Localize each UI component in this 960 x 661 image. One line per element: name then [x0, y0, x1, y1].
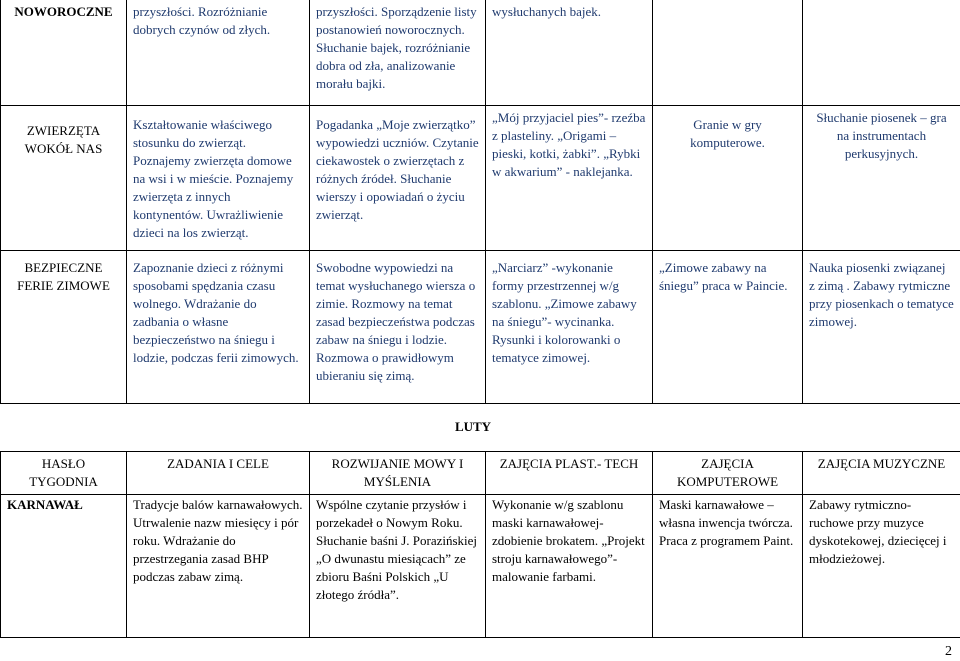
activity-table-february	[0, 451, 960, 638]
goals-cell: przyszłości. Rozróżnianie dobrych czynów od złych.	[127, 0, 310, 106]
column-header: ZAJĘCIA KOMPUTEROWE	[653, 452, 803, 495]
art-cell: „Narciarz” -wykonanie formy przestrzennej w/g szablonu. „Zimowe zabawy na śniegu”- wycinanka. Rysunki i kolorowanki o tematyce zimowej.	[486, 251, 653, 404]
column-header: HASŁO TYGODNIA	[1, 452, 127, 495]
goals-cell: Tradycje balów karnawałowych. Utrwalenie nazw miesięcy i pór roku. Wdrażanie do przestrzegania zasad BHP podczas zabaw zimą.	[127, 495, 310, 638]
page-number: 2	[945, 644, 952, 659]
column-header: ZAJĘCIA MUZYCZNE	[803, 452, 960, 495]
column-header: ZAJĘCIA PLAST.- TECH	[486, 452, 653, 495]
row-theme: ZWIERZĘTA WOKÓŁ NAS	[1, 106, 127, 251]
art-cell: „Mój przyjaciel pies”- rzeźba z plasteliny. „Origami – pieski, kotki, żabki”. „Rybki w akwarium” - naklejanka.	[486, 106, 653, 251]
speech-cell: Swobodne wypowiedzi na temat wysłuchanego wiersza o zimie. Rozmowy na temat zasad bezpieczeństwa podczas zabaw na śniegu i lodzie. Rozmowa o prawidłowym ubieraniu się zimą.	[310, 251, 486, 404]
goals-cell: Zapoznanie dzieci z różnymi sposobami spędzania czasu wolnego. Wdrażanie do zadbania o własne bezpieczeństwo na śniegu i lodzie, podczas ferii zimowych.	[127, 251, 310, 404]
music-cell: Słuchanie piosenek – gra na instrumentach perkusyjnych.	[803, 106, 960, 251]
column-header: ZADANIA I CELE	[127, 452, 310, 495]
row-theme: BEZPIECZNE FERIE ZIMOWE	[1, 251, 127, 404]
music-cell: Nauka piosenki związanej z zimą . Zabawy rytmiczne przy piosenkach o tematyce zimowej.	[803, 251, 960, 404]
speech-cell: Wspólne czytanie przysłów i porzekadeł o Nowym Roku. Słuchanie baśni J. Porazińskiej „O dwunastu miesiącach” ze zbioru Baśni Polskich „U złotego źródła”.	[310, 495, 486, 638]
header-row	[1, 452, 960, 495]
column-header: ROZWIJANIE MOWY I MYŚLENIA	[310, 452, 486, 495]
music-cell: Zabawy rytmiczno-ruchowe przy muzyce dyskotekowej, dziecięcej i młodzieżowej.	[803, 495, 960, 638]
row-theme: KARNAWAŁ	[1, 495, 127, 638]
computer-cell: Granie w gry komputerowe.	[653, 106, 803, 251]
computer-cell	[653, 0, 803, 106]
speech-cell: Pogadanka „Moje zwierzątko” wypowiedzi uczniów. Czytanie ciekawostek o zwierzętach z różnych źródeł. Słuchanie wierszy i opowiadań o życiu zwierząt.	[310, 106, 486, 251]
table-row	[1, 495, 960, 638]
month-title: LUTY	[454, 419, 492, 434]
computer-cell: „Zimowe zabawy na śniegu” praca w Paincie.	[653, 251, 803, 404]
table-row	[1, 0, 960, 106]
art-cell: Wykonanie w/g szablonu maski karnawałowej-zdobienie brokatem. „Projekt stroju karnawałowego”- malowanie farbami.	[486, 495, 653, 638]
goals-cell: Kształtowanie właściwego stosunku do zwierząt. Poznajemy zwierzęta domowe na wsi i w mieście. Poznajemy zwierzęta z innych kontynentów. Uwrażliwienie dzieci na los zwierząt.	[127, 106, 310, 251]
speech-cell: przyszłości. Sporządzenie listy postanowień noworocznych. Słuchanie bajek, rozróżnianie dobra od zła, analizowanie morału bajki.	[310, 0, 486, 106]
computer-cell: Maski karnawałowe – własna inwencja twórcza. Praca z programem Paint.	[653, 495, 803, 638]
art-cell: wysłuchanych bajek.	[486, 0, 653, 106]
table-row	[1, 106, 960, 251]
music-cell	[803, 0, 960, 106]
row-theme: NOWOROCZNE	[1, 0, 127, 106]
table-row	[1, 251, 960, 404]
